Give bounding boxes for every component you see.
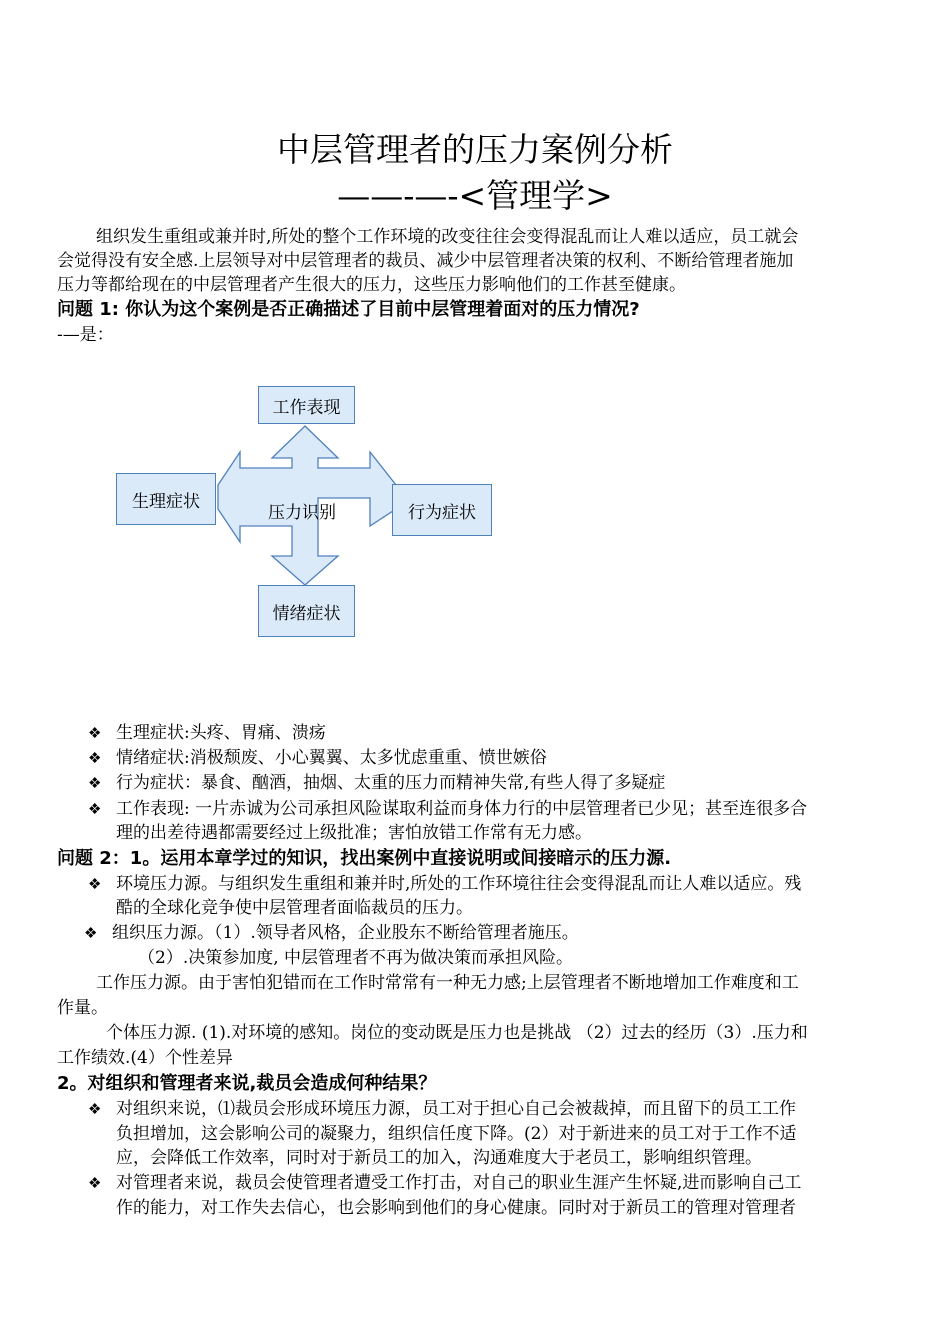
organization-stressor-line-2: （2）.决策参加度, 中层管理者不再为做决策而承担风险。 bbox=[138, 948, 574, 968]
diagram-center-label: 压力识别 bbox=[268, 503, 336, 523]
diagram-box-work-performance: 工作表现 bbox=[258, 386, 355, 424]
organization-result-line-3: 应，会降低工作效率，同时对于新员工的加入，沟通难度大于老员工，影响组织管理。 bbox=[116, 1148, 762, 1168]
symptom-item-1: 生理症状:头疼、胃痛、溃疡 bbox=[116, 723, 326, 743]
organization-result-line-1: 对组织来说，⑴裁员会形成环境压力源，员工对于担心自己会被裁掉，而且留下的员工工作 bbox=[116, 1099, 796, 1119]
bullet-icon: ❖ bbox=[84, 924, 98, 942]
bullet-icon: ❖ bbox=[88, 875, 102, 893]
stress-identification-diagram bbox=[110, 380, 500, 640]
document-subtitle: ——-—-<管理学> bbox=[337, 176, 613, 215]
environment-stressor-line-1: 环境压力源。与组织发生重组和兼并时,所处的工作环境往往会变得混乱而让人难以适应。残 bbox=[116, 874, 802, 894]
bullet-icon: ❖ bbox=[88, 749, 102, 767]
individual-stressor-line-2: 工作绩效.(4）个性差异 bbox=[57, 1048, 233, 1068]
work-stressor-line-2: 作量。 bbox=[57, 998, 108, 1018]
question-1-answer: -—是： bbox=[57, 325, 114, 345]
diagram-box-physiological-symptoms: 生理症状 bbox=[116, 473, 216, 525]
symptom-item-4-continued: 理的出差待遇都需要经过上级批准；害怕放错工作常有无力感。 bbox=[116, 823, 592, 843]
bullet-icon: ❖ bbox=[88, 800, 102, 818]
document-title: 中层管理者的压力案例分析 bbox=[277, 130, 673, 169]
environment-stressor-line-2: 酷的全球化竞争使中层管理者面临裁员的压力。 bbox=[116, 898, 473, 918]
intro-line-3: 压力等都给现在的中层管理者产生很大的压力，这些压力影响他们的工作甚至健康。 bbox=[57, 275, 686, 295]
intro-line-2: 会觉得没有安全感.上层领导对中层管理者的裁员、减少中层管理者决策的权利、不断给管理者施加 bbox=[57, 251, 794, 271]
question-1-heading: 问题 1: 你认为这个案例是否正确描述了目前中层管理着面对的压力情况? bbox=[57, 299, 640, 320]
symptom-item-4: 工作表现: 一片赤诚为公司承担风险谋取利益而身体力行的中层管理者已少见；甚至连很多合 bbox=[116, 799, 808, 819]
symptom-item-3: 行为症状：暴食、酗酒，抽烟、太重的压力而精神失常,有些人得了多疑症 bbox=[116, 773, 666, 793]
organization-stressor-line-1: 组织压力源。（1）.领导者风格，企业股东不断给管理者施压。 bbox=[112, 923, 579, 943]
organization-result-line-2: 负担增加，这会影响公司的凝聚力，组织信任度下降。(2）对于新进来的员工对于工作不适 bbox=[116, 1124, 797, 1144]
individual-stressor-line-1: 个体压力源. (1).对环境的感知。岗位的变动既是压力也是挑战 （2）过去的经历（3）.压力和 bbox=[106, 1023, 808, 1043]
work-stressor-line-1: 工作压力源。由于害怕犯错而在工作时常常有一种无力感;上层管理者不断地增加工作难度和工 bbox=[96, 973, 799, 993]
intro-line-1: 组织发生重组或兼并时,所处的整个工作环境的改变往往会变得混乱而让人难以适应，员工就会 bbox=[96, 227, 799, 247]
diagram-box-behavioral-symptoms: 行为症状 bbox=[392, 484, 492, 536]
bullet-icon: ❖ bbox=[88, 1174, 102, 1192]
symptom-item-2: 情绪症状:消极颓废、小心翼翼、太多忧虑重重、愤世嫉俗 bbox=[116, 748, 547, 768]
question-2-heading: 问题 2：1。运用本章学过的知识，找出案例中直接说明或间接暗示的压力源. bbox=[57, 848, 672, 869]
manager-result-line-1: 对管理者来说，裁员会使管理者遭受工作打击，对自己的职业生涯产生怀疑,进而影响自己工 bbox=[116, 1173, 802, 1193]
bullet-icon: ❖ bbox=[88, 1100, 102, 1118]
question-3-heading: 2。对组织和管理者来说,裁员会造成何种结果？ bbox=[57, 1073, 437, 1094]
manager-result-line-2: 作的能力，对工作失去信心，也会影响到他们的身心健康。同时对于新员工的管理对管理者 bbox=[116, 1198, 796, 1218]
diagram-box-emotional-symptoms: 情绪症状 bbox=[258, 585, 355, 637]
bullet-icon: ❖ bbox=[88, 724, 102, 742]
bullet-icon: ❖ bbox=[88, 774, 102, 792]
